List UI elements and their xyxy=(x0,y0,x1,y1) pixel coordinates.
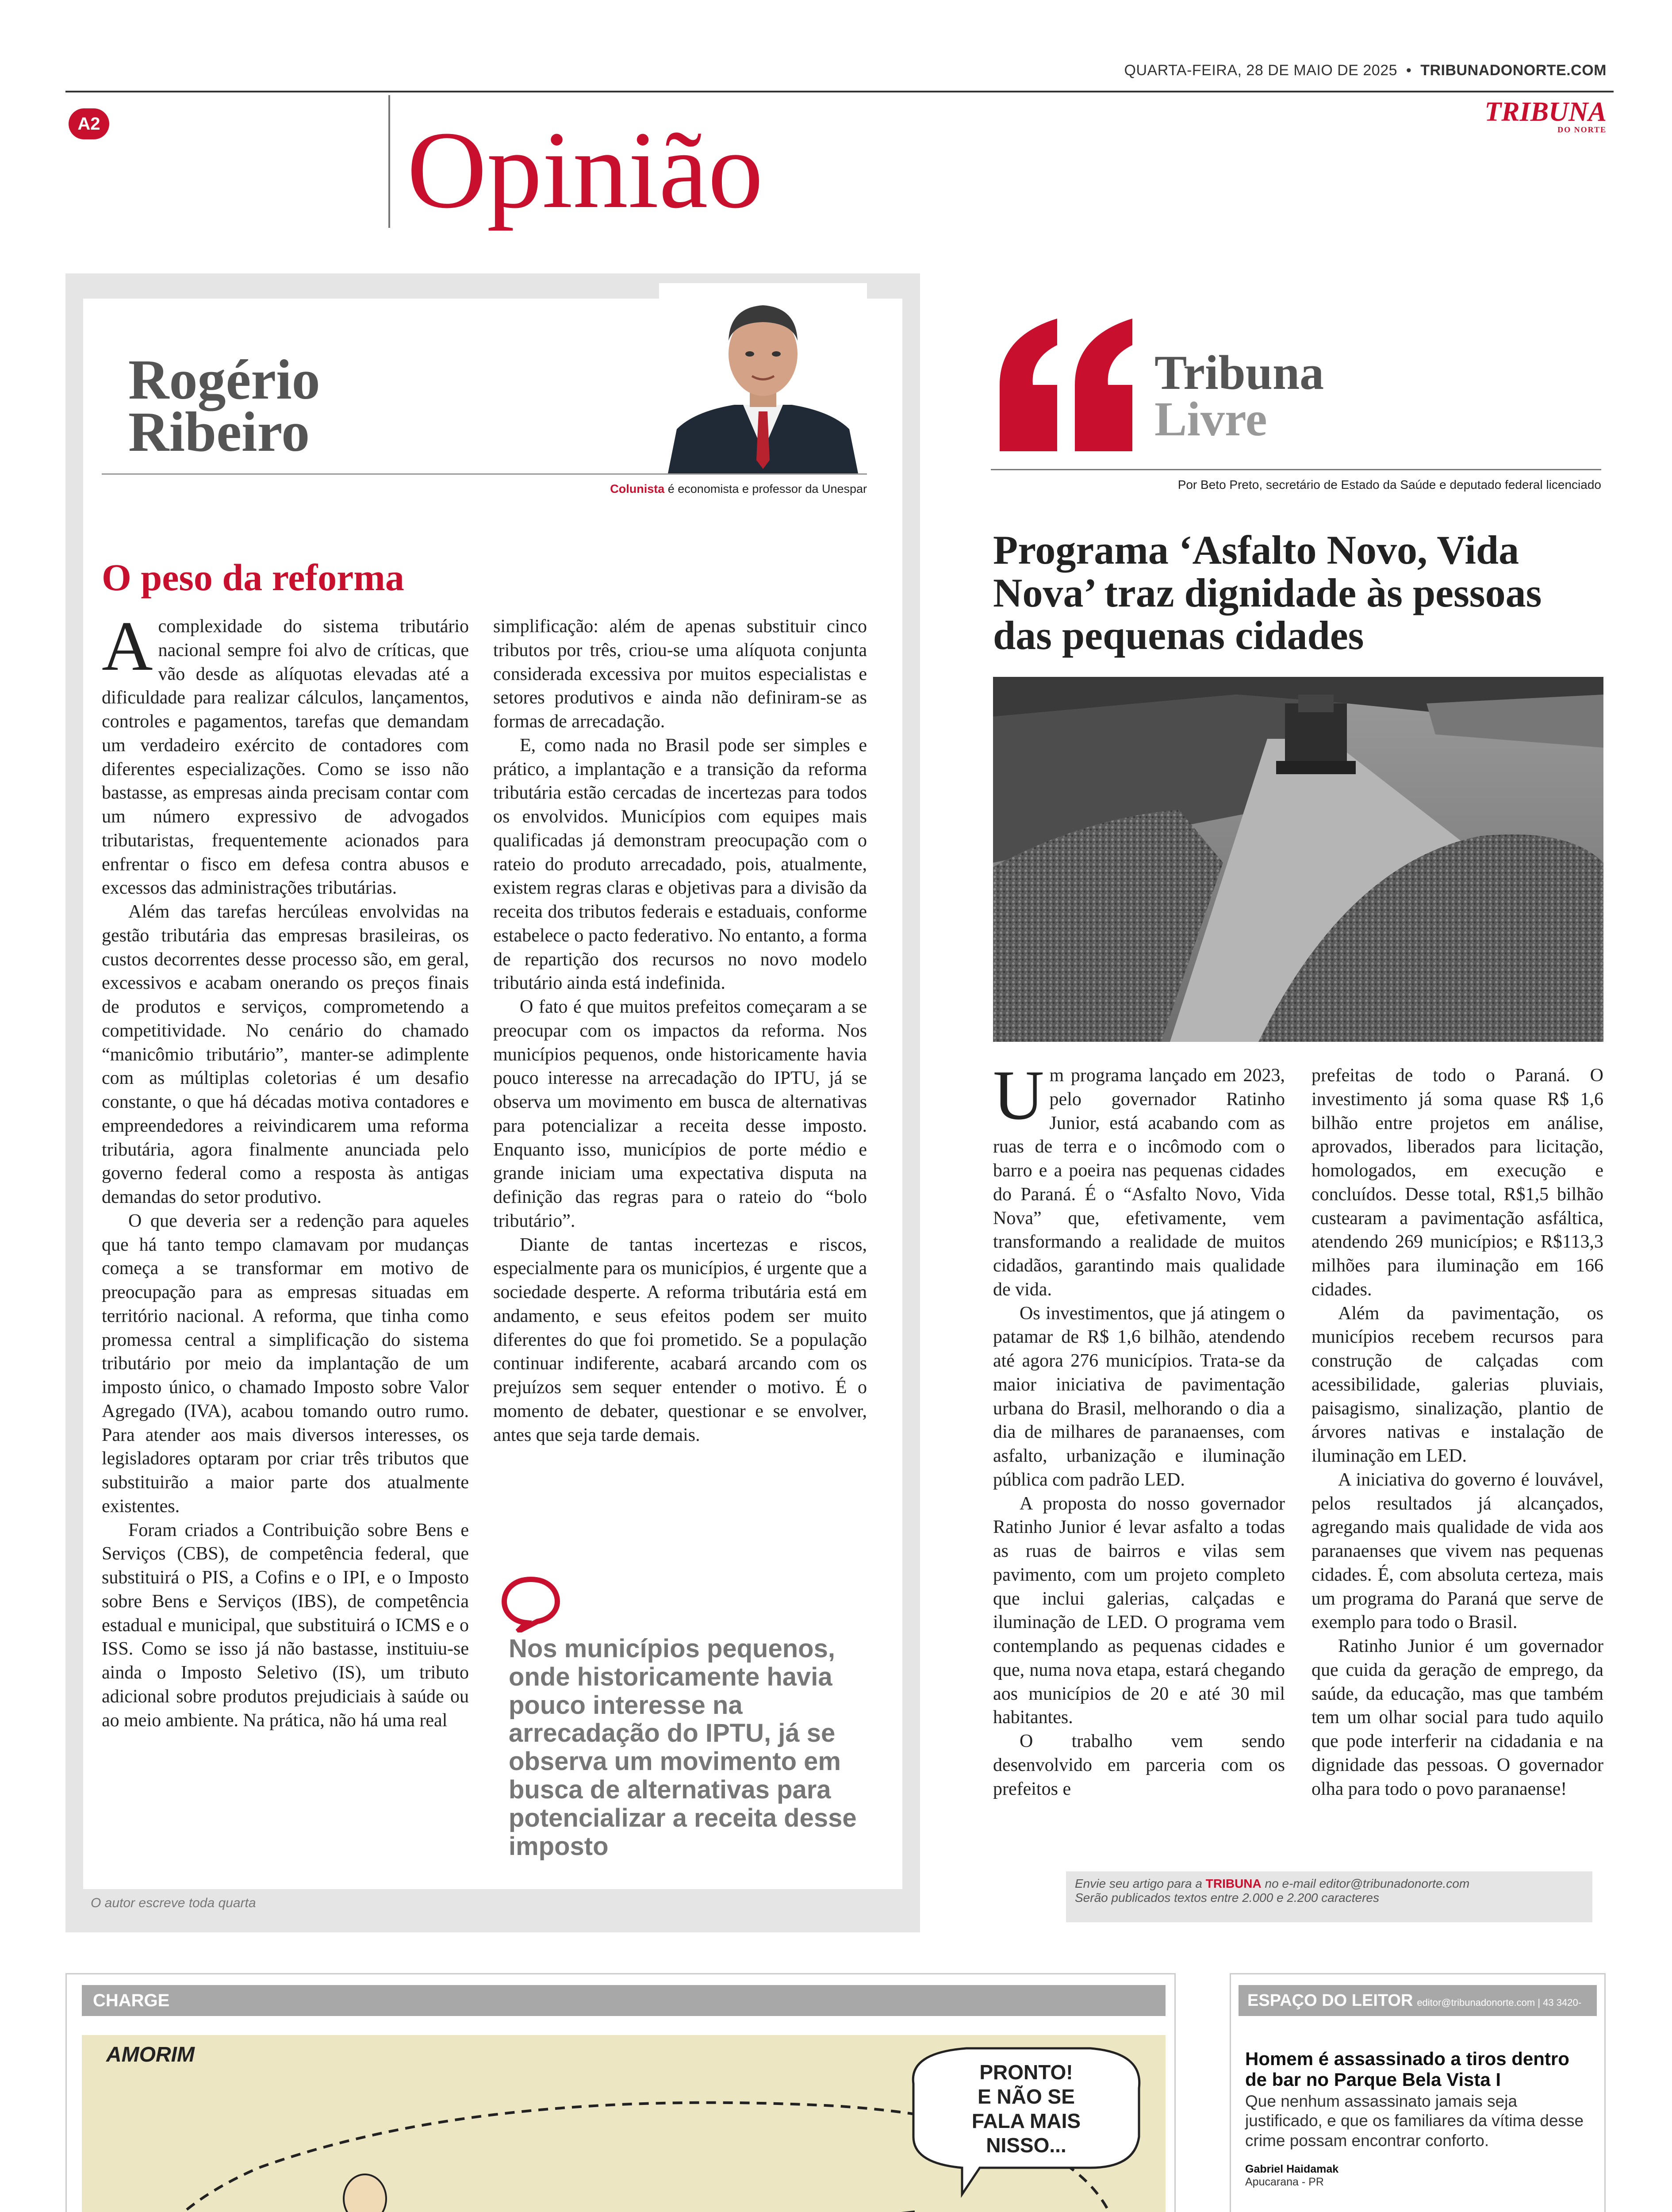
balloon-line-1: PRONTO! xyxy=(979,2061,1073,2084)
pull-quote: Nos municípios pequenos, onde historicamente havia pouco interesse na arrecadação do IPTU, já se observa um movimento em busca de alternativas para potencializar a receita desse imposto xyxy=(509,1634,857,1861)
column-text-b xyxy=(493,615,867,1531)
paragraph: O que deveria ser a redenção para aqueles que há tanto tempo clamavam por mudanças começa a se transformar em motivo de preocupação para as empresas situadas em território nacional. A reforma, que tinha como promessa central a simplificação do sistema tributário por meio da implantação de um imposto único, o chamado Imposto sobre Valor Agregado (IVA), acabou tomando outro rumo. Para atender aos mais diversos interesses, os legisladores optaram por criar três tributos que substituirão a maior parte dos atualmente existentes. xyxy=(102,1210,469,1517)
quote-marks-icon xyxy=(991,319,1141,453)
brand-sub: DO NORTE xyxy=(1557,125,1607,134)
page-number-badge: A2 xyxy=(69,108,109,139)
paragraph: A iniciativa do governo é louvável, pelos resultados já alcançados, agregando mais qualidade de vida aos paranaenses que vivem nas pequenas cidades. É, com absoluta certeza, mais um programa do Paraná que serve de exemplo para todo o Brasil. xyxy=(1312,1469,1603,1633)
paragraph: prefeitas de todo o Paraná. O investimento já soma quase R$ 1,6 bilhão entre projetos em análise, aprovados, liberados para licitação, homologados, em execução e concluídos. Desse total, R$1,5 bilhão custearam a pavimentação asfáltica, atendendo 269 municípios; e R$113,3 milhões para iluminação em 166 cidades. xyxy=(1312,1065,1603,1300)
author-photo xyxy=(659,283,867,473)
letter-location: Apucarana - PR xyxy=(1245,2176,1324,2189)
article-headline: Programa ‘Asfalto Novo, Vida Nova’ traz dignidade às pessoas das pequenas cidades xyxy=(993,527,1542,658)
column-title: O peso da reforma xyxy=(102,556,404,599)
reader-letter xyxy=(1245,2048,1590,2189)
reader-space-label: ESPAÇO DO LEITOR editor@tribunadonorte.com | 43 3420-1169 xyxy=(1239,1985,1597,2016)
cartoon xyxy=(82,2035,1166,2212)
letter-title: Homem é assassinado a tiros dentro de bar no Parque Bela Vista I xyxy=(1245,2048,1569,2090)
paragraph: A proposta do nosso governador Ratinho Junior é levar asfalto a todas as ruas de bairros e vilas sem pavimento, com um projeto completo que inclui galerias, calçadas e iluminação de LED. O programa vem contemplando as pequenas cidades e que, numa nova etapa, estará chegando aos municípios de 20 e até 30 mil habitantes. xyxy=(993,1493,1285,1728)
submission-note: Envie seu artigo para a TRIBUNA no e-mail editor@tribunadonorte.com Serão publicados textos entre 2.000 e 2.200 caracteres xyxy=(1066,1871,1592,1922)
letter-author: Gabriel Haidamak xyxy=(1245,2163,1339,2176)
charge-label: CHARGE xyxy=(82,1985,1166,2016)
road-construction-photo xyxy=(993,677,1603,1042)
balloon-line-2: E NÃO SE xyxy=(978,2085,1075,2108)
dropcap: U xyxy=(993,1064,1044,1134)
paragraph: O fato é que muitos prefeitos começaram a se preocupar com os impactos da reforma. Nos municípios pequenos, onde historicamente havia pouco interesse na arrecadação do IPTU, já se observa um movimento em busca de alternativas para potencializar a receita desse imposto. Enquanto isso, municípios de porte médio e grande iniciam uma expectativa disputa na definição das regras para o rateio do “bolo tributário”. xyxy=(493,997,867,1231)
column-text-a: Acomplexidade do sistema tributário nacional sempre foi alvo de críticas, que vão desde as alíquotas elevadas até a dificuldade para realizar cálculos, lançamentos, controles e pagamentos, tarefas que demandam um verdadeiro exército de contadores com diferentes especializações. Como se isso não bastasse, as empresas ainda precisam contar com um número expressivo de advogados tributaristas, frequentemente acionados para enfrentar o fisco em defesa contra abusos e excessos das administrações tributárias. Além das tarefas hercúleas envolvidas na gestão tributária das empresas brasileiras, os custos decorrentes desse processo são, em geral, excessivos e acabam onerando os preços finais de produtos e serviços, comprometendo a competitividade. No cenário do chamado “manicômio tributário”, manter-se adimplente com as múltiplas coletorias é um desafio constante, o que há décadas motiva contadores e empreendedores a reivindicarem uma reforma tributária, agora finalmente anunciada pelo governo federal como a resposta às antigas demandas do setor produtivo. O que deveria ser a redenção para aqueles que há tanto tempo clamavam por mudanças começa a se transformar em motivo de preocupação para as empresas situadas em território nacional. A reforma, que tinha como promessa central a simplificação do sistema tributário por meio da implantação de um imposto único, o chamado Imposto sobre Valor Agregado (IVA), acabou tomando outro rumo. Para atender aos mais diversos interesses, os legisladores optaram por criar três tributos que substituirão a maior parte dos atualmente existentes. Foram criados a Contribuição sobre Bens e Serviços (CBS), de competência federal, que substituirá o PIS, a Cofins e o IPI, e o Imposto sobre Bens e Serviços (IBS), de competência estadual e municipal, que substituirá o ICMS e o ISS. Como se isso já não bastasse, instituiu-se ainda o Imposto Seletivo (IS), um tributo adicional sobre produtos prejudiciais à saúde ou ao meio ambiente. Na prática, não há uma real xyxy=(102,615,469,1845)
reader-contact[interactable]: editor@tribunadonorte.com | 43 3420-1169 xyxy=(1247,1997,1582,2040)
paragraph: Ratinho Junior é um governador que cuida da geração de emprego, da saúde, da educação, mas que também tem um olhar social para tudo aquilo que pode interferir na cidadania e na dignidade das pessoas. O governador olha para todo o povo paranaense! xyxy=(1312,1636,1603,1799)
paragraph: E, como nada no Brasil pode ser simples e prático, a implantação e a transição da reforma tributária estão cercadas de incertezas para todos os envolvidos. Municípios com equipes mais qualificadas já demonstram preocupação com o rateio do produto arrecadado, pois, atualmente, existem regras claras e objetivas para a divisão da receita dos tributos federais e estaduais, conforme estabelece o pacto federativo. No entanto, a forma de repartição dos recursos no novo modelo tributário ainda está indefinida. xyxy=(493,735,867,994)
brand-logo[interactable] xyxy=(1484,98,1607,134)
column-rule xyxy=(102,473,867,475)
section-title: Opinião xyxy=(407,109,763,231)
header-rule xyxy=(65,91,1614,92)
cartoon-signature: AMORIM xyxy=(106,2043,195,2066)
balloon-line-4: NISSO... xyxy=(986,2134,1066,2157)
paragraph: Foram criados a Contribuição sobre Bens e Serviços (CBS), de competência federal, que substituirá o PIS, a Cofins e o IPI, e o Imposto sobre Bens e Serviços (IBS), de competência estadual e municipal, que substituirá o ICMS e o ISS. Como se isso já não bastasse, instituiu-se ainda o Imposto Seletivo (IS), um tributo adicional sobre produtos prejudiciais à saúde ou ao meio ambiente. Na prática, não há uma real xyxy=(102,1520,469,1731)
article-text-a: Um programa lançado em 2023, pelo governador Ratinho Junior, está acabando com as ruas de terra e o incômodo com o barro e a poeira nas pequenas cidades do Paraná. É o “Asfalto Novo, Vida Nova” que, efetivamente, vem transformando a realidade de muitos cidadãos, garantindo mais qualidade de vida. Os investimentos, que já atingem o patamar de R$ 1,6 bilhão, atendendo até agora 276 municípios. Trata-se da maior iniciativa de pavimentação urbana do Brasil, melhorando o dia a dia de milhares de paranaenses, com asfalto, urbanização e iluminação pública com padrão LED. A proposta do nosso governador Ratinho Junior é levar asfalto a todas as ruas de bairros e vilas sem pavimento, com um projeto completo que inclui galerias, calçadas e iluminação de LED. O programa vem contemplando as pequenas cidades e que, numa nova etapa, estará chegando aos municípios de 20 e até 30 mil habitantes. O trabalho vem sendo desenvolvido em parceria com os prefeitos e xyxy=(993,1064,1285,1851)
article-byline: Por Beto Preto, secretário de Estado da Saúde e deputado federal licenciado xyxy=(1177,478,1601,492)
header-divider xyxy=(388,95,390,228)
paragraph: Além da pavimentação, os municípios recebem recursos para construção de calçadas com acessibilidade, galerias pluviais, paisagismo, sinalização, plantio de árvores nativas e instalação de iluminação em LED. xyxy=(1312,1303,1603,1466)
brand-name: TRIBUNA xyxy=(1484,97,1607,127)
header-site[interactable]: TRIBUNADONORTE.COM xyxy=(1420,62,1607,79)
column-footnote: O autor escreve toda quarta xyxy=(91,1896,256,1910)
paragraph: Os investimentos, que já atingem o patamar de R$ 1,6 bilhão, atendendo até agora 276 municípios. Trata-se da maior iniciativa de pavimentação urbana do Brasil, melhorando o dia a dia de milhares de paranaenses, com asfalto, urbanização e iluminação pública com padrão LED. xyxy=(993,1303,1285,1490)
author-name: Rogério Ribeiro xyxy=(128,348,320,463)
paragraph: O trabalho vem sendo desenvolvido em parceria com os prefeitos e xyxy=(993,1731,1285,1799)
header-date: QUARTA-FEIRA, 28 DE MAIO DE 2025 • TRIBUNADONORTE.COM xyxy=(1124,62,1607,79)
letter-text: Que nenhum assassinato jamais seja justificado, e que os familiares da vítima desse crime possam encontrar conforto. xyxy=(1245,2092,1584,2150)
speech-bubble-icon xyxy=(500,1575,562,1635)
paragraph: Diante de tantas incertezas e riscos, especialmente para os municípios, é urgente que a sociedade desperte. A reforma tributária está em andamento, e seus efeitos podem ser muito diferentes do que foi prometido. Se a população continuar indiferente, acabará arcando com os prejuízos sem sequer entender o motivo. É o momento de debater, questionar e se envolver, antes que seja tarde demais. xyxy=(493,1234,867,1445)
tribuna-livre-rule xyxy=(991,469,1601,470)
balloon-line-3: FALA MAIS xyxy=(971,2109,1081,2132)
photo-caption: Colunista é economista e professor da Unespar xyxy=(610,482,867,495)
dropcap: A xyxy=(102,615,153,685)
tribuna-livre-title: Tribuna Livre xyxy=(1154,346,1324,446)
article-text-b xyxy=(1312,1064,1603,1851)
paragraph: simplificação: além de apenas substituir cinco tributos por três, criou-se uma alíquota conjunta considerada excessiva por muitos especialistas e setores produtivos e ainda não definiram-se as formas de arrecadação. xyxy=(493,616,867,732)
paragraph: Além das tarefas hercúleas envolvidas na gestão tributária das empresas brasileiras, os custos decorrentes desse processo são, em geral, excessivos e acabam onerando os preços finais de produtos e serviços, comprometendo a competitividade. No cenário do chamado “manicômio tributário”, manter-se adimplente com as múltiplas coletorias é um desafio constante, o que há décadas motiva contadores e empreendedores a reivindicarem uma reforma tributária, agora finalmente anunciada pelo governo federal como a resposta às antigas demandas do setor produtivo. xyxy=(102,902,469,1207)
